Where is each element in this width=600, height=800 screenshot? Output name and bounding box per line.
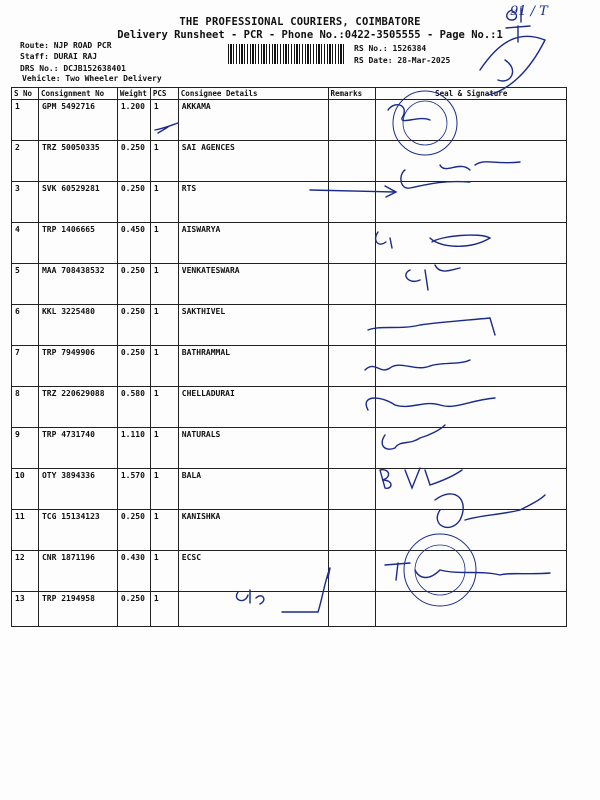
row-sno: 12	[12, 551, 39, 592]
row-pcs: 1	[150, 469, 178, 510]
row-sno: 6	[12, 305, 39, 346]
row-weight: 0.450	[117, 223, 150, 264]
row-weight: 0.250	[117, 305, 150, 346]
row-pcs: 1	[150, 305, 178, 346]
row-consignee: ECSC	[178, 551, 328, 592]
row-pcs: 1	[150, 346, 178, 387]
row-pcs: 1	[150, 100, 178, 141]
row-weight: 0.580	[117, 387, 150, 428]
row-sno: 4	[12, 223, 39, 264]
route-label: Route: NJP ROAD PCR	[20, 41, 112, 50]
row-weight: 0.250	[117, 141, 150, 182]
row-pcs: 1	[150, 592, 178, 627]
row-pcs: 1	[150, 551, 178, 592]
row-consignment: SVK 60529281	[38, 182, 117, 223]
signature-row4	[376, 232, 392, 248]
row-consignee: KANISHKA	[178, 510, 328, 551]
handwritten-91	[507, 8, 521, 22]
signature-row8	[366, 398, 495, 410]
row-sno: 7	[12, 346, 39, 387]
signature-stroke	[480, 36, 545, 95]
row-consignee: VENKATESWARA	[178, 264, 328, 305]
row-weight: 1.200	[117, 100, 150, 141]
row-pcs: 1	[150, 264, 178, 305]
col-consignment: Consignment No	[38, 88, 117, 100]
col-weight: Weight	[117, 88, 150, 100]
row-consignment: MAA 708438532	[38, 264, 117, 305]
signature-row12	[385, 563, 550, 580]
row-consignment: TRP 2194958	[38, 592, 117, 627]
row-consignee: RTS	[178, 182, 328, 223]
rs-number: RS No.: 1526384	[354, 44, 427, 53]
row-consignee: BATHRAMMAL	[178, 346, 328, 387]
staff-label: Staff: DURAI RAJ	[20, 52, 98, 61]
row-weight: 0.250	[117, 592, 150, 627]
row-weight: 1.110	[117, 428, 150, 469]
row-weight: 1.570	[117, 469, 150, 510]
row-consignment: TCG 15134123	[38, 510, 117, 551]
col-consignee: Consignee Details	[178, 88, 328, 100]
row-pcs: 1	[150, 141, 178, 182]
arrow-row3	[310, 186, 396, 197]
row-sno: 8	[12, 387, 39, 428]
row-consignee: AKKAMA	[178, 100, 328, 141]
signature-row5	[406, 265, 460, 290]
handwritten-page-note: 91 / T	[510, 4, 548, 19]
row-pcs: 1	[150, 510, 178, 551]
row-weight: 0.430	[117, 551, 150, 592]
col-remarks: Remarks	[328, 88, 376, 100]
row-consignee: SAI AGENCES	[178, 141, 328, 182]
row-consignee: SAKTHIVEL	[178, 305, 328, 346]
col-signature: Seal & Signature	[376, 88, 567, 100]
runsheet-subtitle: Delivery Runsheet - PCR - Phone No.:0422-3505555 - Page No.:1	[117, 29, 503, 41]
signature-row10-b	[380, 470, 391, 489]
handwritten-do	[236, 590, 263, 604]
rs-date: RS Date: 28-Mar-2025	[354, 56, 451, 65]
row-consignee: BALA	[178, 469, 328, 510]
row-consignment: OTY 3894336	[38, 469, 117, 510]
row-consignee: NATURALS	[178, 428, 328, 469]
drs-number: DRS No.: DCJB152638401	[20, 64, 126, 73]
row-pcs: 1	[150, 387, 178, 428]
company-title: THE PROFESSIONAL COURIERS, COIMBATORE	[179, 16, 421, 28]
row-sno: 1	[12, 100, 39, 141]
col-pcs: PCS	[150, 88, 178, 100]
row-pcs: 1	[150, 182, 178, 223]
row-consignment: CNR 1871196	[38, 551, 117, 592]
row-sno: 11	[12, 510, 39, 551]
bracket-stroke	[282, 568, 330, 612]
row-consignment: KKL 3225480	[38, 305, 117, 346]
row-consignee: CHELLADURAI	[178, 387, 328, 428]
row-sno: 9	[12, 428, 39, 469]
row-weight: 0.250	[117, 510, 150, 551]
signature-row3	[401, 165, 470, 188]
row-consignment: TRP 7949906	[38, 346, 117, 387]
row-consignee: AISWARYA	[178, 223, 328, 264]
row-consignment: TRZ 50050335	[38, 141, 117, 182]
row-pcs: 1	[150, 223, 178, 264]
row-consignment: GPM 5492716	[38, 100, 117, 141]
row-weight: 0.250	[117, 346, 150, 387]
row-sno: 5	[12, 264, 39, 305]
signature-row7	[365, 360, 470, 370]
row-weight: 0.250	[117, 182, 150, 223]
row-consignment: TRP 1406665	[38, 223, 117, 264]
row-sno: 13	[12, 592, 39, 627]
row-sno: 3	[12, 182, 39, 223]
row-consignment: TRP 4731740	[38, 428, 117, 469]
col-sno: S No	[12, 88, 39, 100]
row-sno: 2	[12, 141, 39, 182]
vehicle-label: Vehicle: Two Wheeler Delivery	[22, 74, 162, 83]
row-pcs: 1	[150, 428, 178, 469]
signature-row9	[382, 425, 445, 449]
row-consignment: TRZ 220629088	[38, 387, 117, 428]
row-sno: 10	[12, 469, 39, 510]
row-weight: 0.250	[117, 264, 150, 305]
signature-row11	[435, 494, 463, 528]
signature-row6	[368, 318, 495, 335]
